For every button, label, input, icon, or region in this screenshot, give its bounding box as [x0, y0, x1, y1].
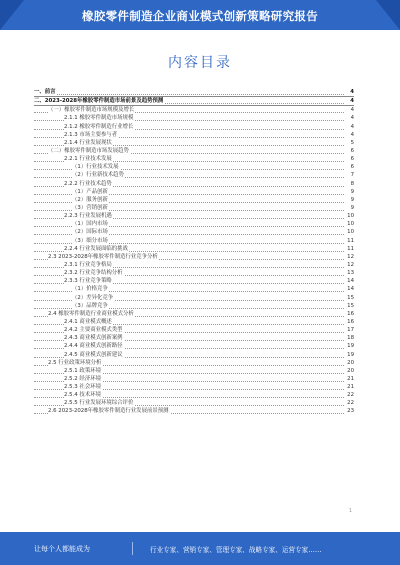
header-left-corner — [0, 0, 24, 30]
page-number: 1 — [348, 508, 352, 514]
toc-entry-page: 4 — [350, 107, 354, 114]
toc-entry-label: 一、前言 — [34, 89, 56, 95]
toc-entry-page: 19 — [347, 351, 354, 358]
toc-entry[interactable] — [34, 139, 354, 147]
toc-entry[interactable] — [34, 131, 354, 139]
toc-entry-label: （1）价格竞争 — [72, 286, 108, 293]
toc-entry-label: （2）行业新技术趋势 — [72, 172, 124, 179]
toc-entry-label: 2.5.2 经济环境 — [64, 375, 101, 382]
toc-entry[interactable] — [34, 359, 354, 367]
toc-entry-page: 9 — [350, 196, 354, 203]
toc-entry[interactable] — [34, 245, 354, 253]
toc-entry-page: 23 — [347, 408, 354, 415]
footer-band — [0, 532, 400, 565]
toc-entry-page: 12 — [347, 261, 354, 268]
toc-entry-label: 2.1.4 行业发展现状 — [64, 139, 112, 146]
toc-entry[interactable] — [34, 155, 354, 163]
toc-entry[interactable] — [34, 391, 354, 399]
toc-entry[interactable] — [34, 342, 354, 350]
toc-entry-page: 16 — [347, 318, 354, 325]
toc-entry[interactable] — [34, 171, 354, 179]
toc-entry[interactable] — [34, 261, 354, 269]
toc-entry-label: 2.1.1 橡胶零件制造市场规模 — [64, 115, 134, 122]
toc-entry[interactable] — [34, 114, 354, 122]
toc-entry-page: 6 — [350, 164, 354, 171]
toc-entry[interactable] — [34, 228, 354, 236]
toc-entry-page: 4 — [350, 131, 354, 138]
toc-entry[interactable] — [34, 204, 354, 212]
toc-entry-label: 2.1.3 市场主要参与者 — [64, 131, 118, 138]
toc-entry-label: （3）细分市场 — [72, 237, 108, 244]
toc-entry-label: 2.4.1 商业模式概述 — [64, 318, 112, 325]
toc-entry-label: （1）行业技术发展 — [72, 164, 119, 171]
footer-tagline: 行业专家、营销专家、管理专家、战略专家、运营专家…… — [150, 546, 322, 554]
toc-entry-label: 2.2.3 行业发展机遇 — [64, 213, 112, 220]
toc-entry-page: 17 — [347, 327, 354, 334]
toc-entry-label: 2.5 行业政策环境分析 — [48, 359, 102, 366]
toc-entry-label: （2）服务创新 — [72, 196, 108, 203]
toc-entry[interactable] — [34, 318, 354, 326]
toc-entry[interactable] — [34, 147, 354, 155]
toc-entry[interactable] — [34, 163, 354, 171]
toc-entry[interactable] — [34, 334, 354, 342]
toc-entry[interactable] — [34, 212, 354, 220]
toc-entry[interactable] — [34, 106, 354, 114]
document-title: 橡胶零件制造企业商业模式创新策略研究报告 — [82, 9, 318, 23]
toc-entry-label: （一）橡胶零件制造市场规模及增长 — [48, 107, 135, 114]
toc-entry-page: 11 — [347, 245, 354, 252]
toc-entry-page: 9 — [350, 188, 354, 195]
toc-entry[interactable] — [34, 326, 354, 334]
header-right-corner — [376, 0, 400, 30]
toc-entry-page: 14 — [347, 278, 354, 285]
toc-entry-page: 4 — [350, 123, 354, 130]
toc-entry-label: （二）橡胶零件制造市场发展趋势 — [48, 147, 129, 154]
toc-entry-label: 2.4.3 商业模式创新案例 — [64, 335, 123, 342]
toc-entry-label: （2）差异化竞争 — [72, 294, 114, 301]
toc-entry-label: 2.1.2 橡胶零件制造行业增长 — [64, 123, 134, 130]
toc-entry-label: 2.4.4 商业模式创新路径 — [64, 343, 123, 350]
toc-entry-label: 2.4.2 主要商业模式类型 — [64, 327, 123, 334]
toc-entry-label: （1）国内市场 — [72, 221, 108, 228]
toc-entry[interactable] — [34, 269, 354, 277]
toc-entry[interactable] — [34, 237, 354, 245]
toc-entry-label: 2.2.2 行业技术趋势 — [64, 180, 112, 187]
toc-entry-page: 14 — [347, 286, 354, 293]
toc-entry-page: 22 — [347, 392, 354, 399]
toc-entry-page: 7 — [350, 172, 354, 179]
toc-entry-page: 4 — [350, 89, 354, 95]
toc-entry-label: （3）品牌竞争 — [72, 302, 108, 309]
toc-entry-page: 16 — [347, 310, 354, 317]
header-band — [0, 0, 400, 30]
toc-entry-page: 19 — [347, 343, 354, 350]
toc-entry-page: 11 — [347, 237, 354, 244]
toc-entry-label: 2.2.4 行业发展面临的挑战 — [64, 245, 128, 252]
toc-entry-label: 2.6 2023-2028年橡胶零件制造行业发展前景预测 — [48, 408, 169, 415]
toc-entry-label: 2.5.1 政策环境 — [64, 367, 101, 374]
toc-entry-label: 二、2023-2028年橡胶零件制造市场前景及趋势预测 — [34, 98, 164, 105]
table-of-contents — [34, 88, 354, 416]
toc-entry[interactable] — [34, 253, 354, 261]
toc-entry[interactable] — [34, 220, 354, 228]
toc-entry-page: 6 — [350, 147, 354, 154]
toc-entry-page: 18 — [347, 335, 354, 342]
toc-entry-page: 12 — [347, 253, 354, 260]
toc-entry-page: 21 — [347, 375, 354, 382]
toc-entry-page: 10 — [347, 213, 354, 220]
toc-entry-page: 9 — [350, 204, 354, 211]
toc-entry[interactable] — [34, 367, 354, 375]
toc-entry[interactable] — [34, 407, 354, 415]
toc-entry[interactable] — [34, 294, 354, 302]
toc-entry-page: 8 — [350, 180, 354, 187]
toc-entry-label: 2.3.3 行业竞争策略 — [64, 278, 112, 285]
toc-entry[interactable] — [34, 196, 354, 204]
toc-entry-page: 13 — [347, 270, 354, 277]
toc-entry-label: （2）国际市场 — [72, 229, 108, 236]
toc-entry-label: 2.3.2 行业竞争结构分析 — [64, 270, 123, 277]
toc-entry[interactable] — [34, 285, 354, 293]
toc-entry-label: 2.5.5 行业发展环境综合评价 — [64, 400, 134, 407]
toc-entry[interactable] — [34, 399, 354, 407]
toc-entry[interactable] — [34, 88, 354, 97]
toc-entry-page: 10 — [347, 221, 354, 228]
toc-entry[interactable] — [34, 180, 354, 188]
toc-entry[interactable] — [34, 351, 354, 359]
toc-entry-page: 10 — [347, 229, 354, 236]
toc-entry-page: 4 — [350, 98, 354, 105]
toc-entry-label: 2.5.4 技术环境 — [64, 392, 101, 399]
toc-entry-page: 15 — [347, 294, 354, 301]
toc-entry-label: （1）产品创新 — [72, 188, 108, 195]
toc-entry-label: 2.3.1 行业竞争格局 — [64, 261, 112, 268]
toc-entry-page: 20 — [347, 367, 354, 374]
toc-entry-page: 15 — [347, 302, 354, 309]
toc-entry-page: 22 — [347, 400, 354, 407]
toc-entry-page: 5 — [350, 139, 354, 146]
toc-entry[interactable] — [34, 310, 354, 318]
toc-entry-label: 2.4.5 商业模式创新建议 — [64, 351, 123, 358]
footer-slogan: 让每个人都能成为 — [34, 545, 90, 553]
toc-entry-label: 2.2.1 行业技术发展 — [64, 156, 112, 163]
toc-entry[interactable] — [34, 277, 354, 285]
toc-entry[interactable] — [34, 123, 354, 131]
toc-entry[interactable] — [34, 302, 354, 310]
toc-entry[interactable] — [34, 383, 354, 391]
toc-entry-label: 2.5.3 社会环境 — [64, 384, 101, 391]
toc-entry[interactable] — [34, 97, 354, 106]
toc-entry-page: 21 — [347, 384, 354, 391]
toc-entry[interactable] — [34, 375, 354, 383]
toc-entry[interactable] — [34, 188, 354, 196]
toc-entry-label: （3）营销创新 — [72, 204, 108, 211]
toc-entry-page: 20 — [347, 359, 354, 366]
toc-entry-label: 2.3 2023-2028年橡胶零件制造行业竞争分析 — [48, 253, 158, 260]
toc-entry-page: 4 — [350, 115, 354, 122]
toc-entry-label: 2.4 橡胶零件制造行业商业模式分析 — [48, 310, 134, 317]
footer-divider — [132, 542, 133, 555]
toc-entry-page: 6 — [350, 156, 354, 163]
toc-leader-dots — [34, 88, 344, 95]
toc-heading: 内容目录 — [168, 55, 232, 71]
